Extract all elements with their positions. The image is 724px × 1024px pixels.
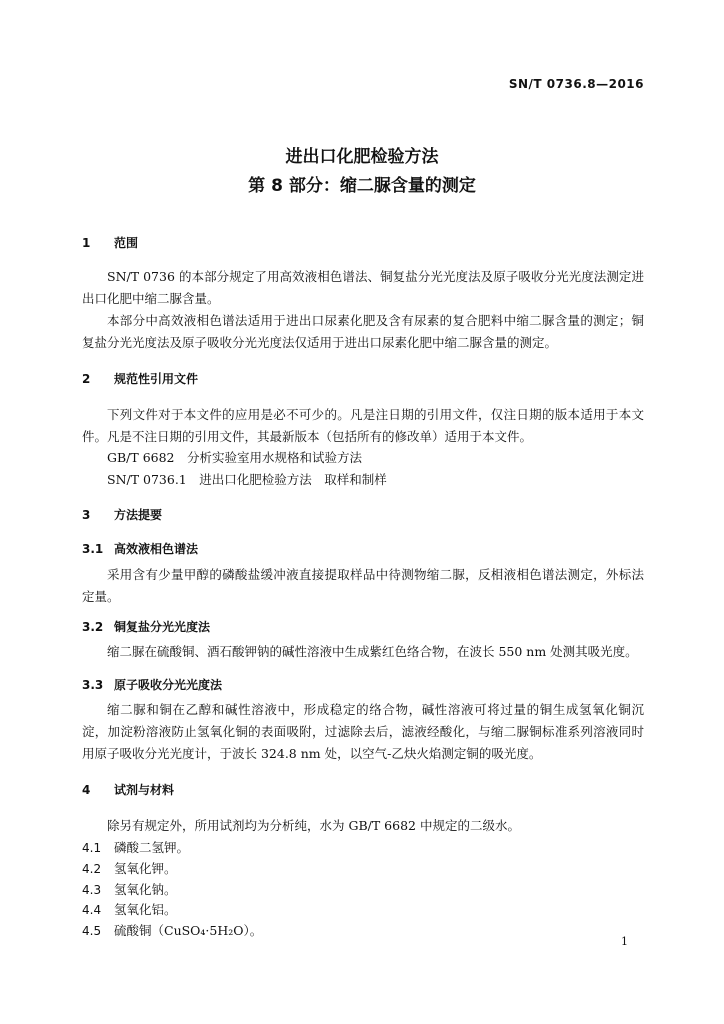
subsection-3-2-paragraph: 缩二脲在硫酸铜、酒石酸钾钠的碱性溶液中生成紫红色络合物，在波长 550 nm 处测其吸光度。: [107, 644, 638, 659]
section-title: 方法提要: [114, 508, 163, 522]
item-text: 硫酸铜（CuSO₄·5H₂O）。: [114, 923, 263, 938]
section-title: 范围: [114, 236, 139, 250]
list-item: [82, 838, 189, 856]
subsection-title: 原子吸收分光光度法: [114, 678, 223, 692]
list-item: [82, 880, 177, 898]
section-1-paragraph-1: SN/T 0736 的本部分规定了用高效液相色谱法、铜复盐分光光度法及原子吸收分光光度法测定进出口化肥中缩二脲含量。: [82, 269, 644, 306]
section-4-paragraph: 除另有规定外，所用试剂均为分析纯，水为 GB/T 6682 中规定的二级水。: [107, 818, 520, 833]
subsection-title: 铜复盐分光光度法: [114, 620, 211, 634]
list-item: [82, 921, 262, 939]
item-text: 氢氧化钠。: [114, 882, 177, 897]
list-item: [82, 859, 177, 877]
section-number: 2: [82, 372, 91, 386]
section-3-heading: [82, 506, 162, 523]
subsection-number: 3.1: [82, 542, 104, 556]
item-text: 氢氧化钾。: [114, 861, 177, 876]
doc-title-line2: 第 8 部分：缩二脲含量的测定: [248, 176, 476, 196]
standard-code: SN/T 0736.8—2016: [508, 77, 644, 91]
section-4-heading: [82, 781, 174, 798]
list-item: [82, 900, 177, 918]
doc-title-line1: 进出口化肥检验方法: [285, 147, 439, 167]
reference-snt-0736-1: SN/T 0736.1 进出口化肥检验方法 取样和制样: [107, 472, 387, 487]
page-number: 1: [621, 935, 628, 948]
subsection-3-3-paragraph: 缩二脲和铜在乙醇和碱性溶液中，形成稳定的络合物，碱性溶液可将过量的铜生成氢氧化铜沉淀，加淀粉溶液防止氢氧化铜的表面吸附，过滤除去后，滤液经酸化，与缩二脲铜标准系列溶液同时用原子吸收分光光度计，于波长 324.8 nm 处，以空气-乙炔火焰测定铜的吸光度。: [82, 702, 644, 761]
subsection-number: 3.2: [82, 620, 104, 634]
subsection-title: 高效液相色谱法: [114, 542, 199, 556]
item-text: 氢氧化铝。: [114, 902, 177, 917]
section-title: 试剂与材料: [114, 783, 175, 797]
item-number: 4.4: [82, 903, 102, 917]
item-text: 磷酸二氢钾。: [114, 840, 190, 855]
section-2-heading: [82, 370, 198, 387]
section-title: 规范性引用文件: [114, 372, 199, 386]
subsection-3-1-heading: [82, 540, 198, 557]
section-1-paragraph-2: 本部分中高效液相色谱法适用于进出口尿素化肥及含有尿素的复合肥料中缩二脲含量的测定；铜复盐分光光度法及原子吸收分光光度法仅适用于进出口尿素化肥中缩二脲含量的测定。: [82, 313, 644, 350]
section-1-heading: [82, 234, 138, 251]
section-number: 1: [82, 236, 91, 250]
section-number: 4: [82, 783, 91, 797]
subsection-number: 3.3: [82, 678, 104, 692]
subsection-3-3-heading: [82, 676, 222, 693]
section-number: 3: [82, 508, 91, 522]
item-number: 4.3: [82, 883, 102, 897]
reference-gbt-6682: GB/T 6682 分析实验室用水规格和试验方法: [107, 450, 363, 465]
subsection-3-1-paragraph: 采用含有少量甲醇的磷酸盐缓冲液直接提取样品中待测物缩二脲，反相液相色谱法测定，外标法定量。: [82, 567, 644, 604]
subsection-3-2-heading: [82, 618, 210, 635]
item-number: 4.5: [82, 924, 102, 938]
section-2-paragraph: 下列文件对于本文件的应用是必不可少的。凡是注日期的引用文件，仅注日期的版本适用于本文件。凡是不注日期的引用文件，其最新版本（包括所有的修改单）适用于本文件。: [82, 407, 644, 444]
item-number: 4.2: [82, 862, 102, 876]
item-number: 4.1: [82, 841, 102, 855]
